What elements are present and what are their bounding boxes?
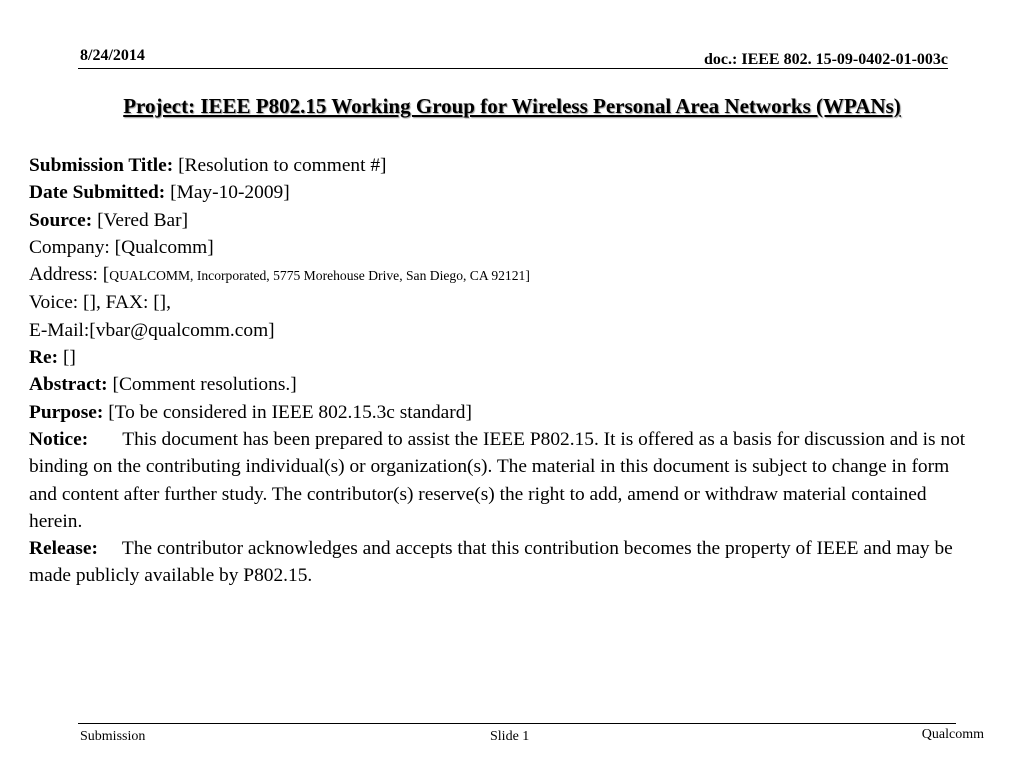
release-paragraph — [29, 535, 974, 590]
header-doc-id: doc.: IEEE 802. 15-09-0402-01-003c — [704, 51, 948, 68]
date-submitted-line — [29, 179, 974, 206]
submission-title-value: [Resolution to comment #] — [178, 155, 387, 176]
header-divider — [78, 68, 948, 69]
re-label: Re: — [29, 347, 59, 369]
release-label: Release: — [29, 538, 98, 560]
date-submitted-value: [May-10-2009] — [170, 182, 290, 204]
email-line: E-Mail:[vbar@qualcomm.com] — [29, 319, 275, 341]
project-title: Project: IEEE P802.15 Working Group for Wireless Personal Area Networks (WPANs) — [123, 94, 901, 118]
date-submitted-label: Date Submitted: — [29, 182, 166, 204]
notice-label: Notice: — [29, 428, 89, 450]
source-label: Source: — [29, 209, 93, 231]
re-line — [29, 344, 974, 371]
submission-title-label: Submission Title: — [29, 155, 174, 176]
address-line — [29, 261, 974, 289]
company-line: Company: [Qualcomm] — [29, 236, 214, 258]
re-value: [] — [62, 347, 76, 369]
release-text: The contributor acknowledges and accepts that this contribution becomes the property of IEEE and may be made publicly available by P802.15. — [29, 538, 953, 587]
notice-text: This document has been prepared to assist the IEEE P802.15. It is offered as a basis for discussion and is not binding on the contributing individual(s) or organization(s). The material in this document is subject to change in form and content after further study. The contributor(s) reserve(s) the right to add, amend or withdraw material contained herein. — [29, 428, 966, 532]
purpose-line — [29, 399, 974, 426]
notice-paragraph — [29, 426, 974, 535]
abstract-line — [29, 371, 974, 398]
footer-company: Qualcomm — [921, 727, 984, 742]
footer-divider — [78, 723, 956, 724]
source-value: [Vered Bar] — [97, 209, 189, 231]
cover-sheet-body — [29, 152, 974, 590]
purpose-label: Purpose: — [29, 401, 104, 423]
source-line — [29, 207, 974, 234]
purpose-value: [To be considered in IEEE 802.15.3c standard] — [108, 401, 472, 423]
footer-slide-number: Slide 1 — [490, 729, 530, 744]
address-value: QUALCOMM, Incorporated, 5775 Morehouse Drive, San Diego, CA 92121] — [109, 268, 530, 284]
abstract-label: Abstract: — [29, 374, 108, 396]
address-prefix: Address: [ — [29, 264, 110, 286]
abstract-value: [Comment resolutions.] — [112, 374, 297, 396]
submission-title-line — [29, 152, 974, 179]
voice-fax-line: Voice: [], FAX: [], — [29, 292, 171, 314]
footer-submission: Submission — [80, 729, 146, 744]
header-date: 8/24/2014 — [80, 47, 145, 64]
